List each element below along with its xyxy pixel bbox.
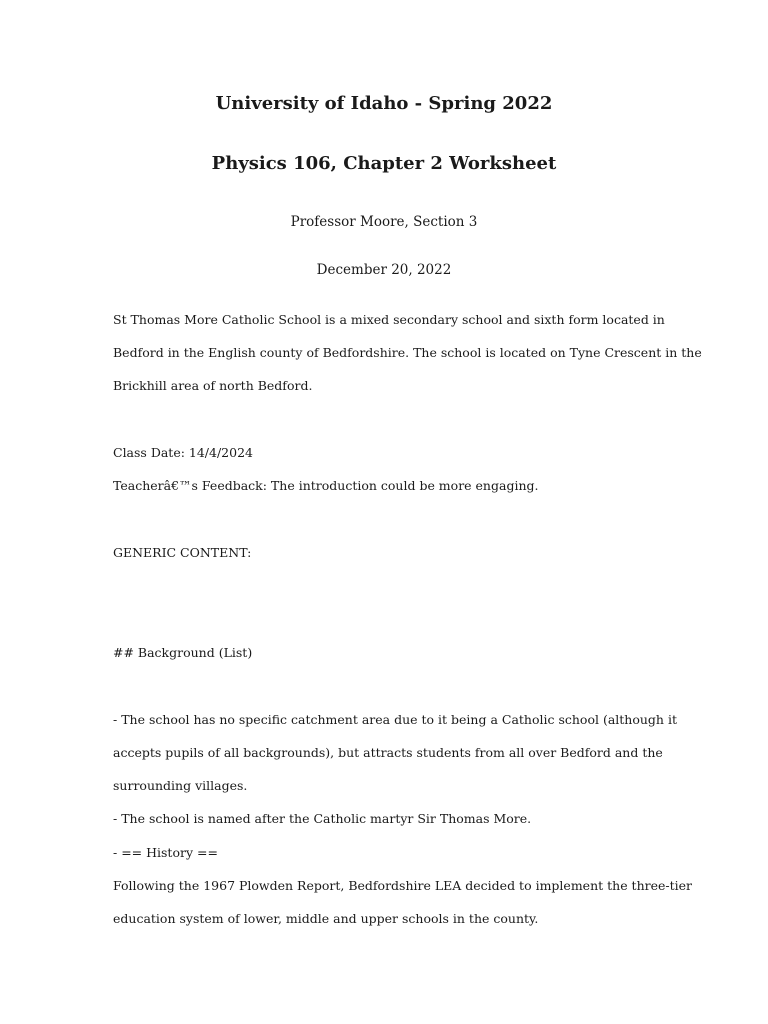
background-heading: ## Background (List)	[113, 645, 253, 660]
background-item-2: - The school is named after the Catholic martyr Sir Thomas More.	[113, 811, 532, 826]
history-line-2: education system of lower, middle and upper schools in the county.	[113, 911, 539, 926]
background-item-1-line-3: surrounding villages.	[113, 778, 248, 793]
background-item-1-line-2: accepts pupils of all backgrounds), but attracts students from all over Bedford and the	[113, 745, 663, 760]
worksheet-title: Physics 106, Chapter 2 Worksheet	[211, 153, 557, 174]
class-date: Class Date: 14/4/2024	[113, 445, 253, 460]
professor-section: Professor Moore, Section 3	[290, 214, 478, 230]
intro-line-3: Brickhill area of north Bedford.	[113, 378, 313, 393]
background-item-3: - == History ==	[113, 845, 218, 860]
background-item-1-line-1: - The school has no specific catchment area due to it being a Catholic school (although it	[113, 712, 677, 727]
teacher-feedback: Teacherâ€™s Feedback: The introduction could be more engaging.	[113, 478, 539, 493]
generic-content-label: GENERIC CONTENT:	[113, 545, 252, 560]
document-date: December 20, 2022	[316, 262, 452, 278]
history-line-1: Following the 1967 Plowden Report, Bedfordshire LEA decided to implement the three-tier	[113, 878, 693, 893]
intro-line-1: St Thomas More Catholic School is a mixed secondary school and sixth form located in	[113, 312, 665, 327]
intro-line-2: Bedford in the English county of Bedfordshire. The school is located on Tyne Crescent in the	[113, 345, 702, 360]
university-title: University of Idaho - Spring 2022	[215, 93, 553, 114]
